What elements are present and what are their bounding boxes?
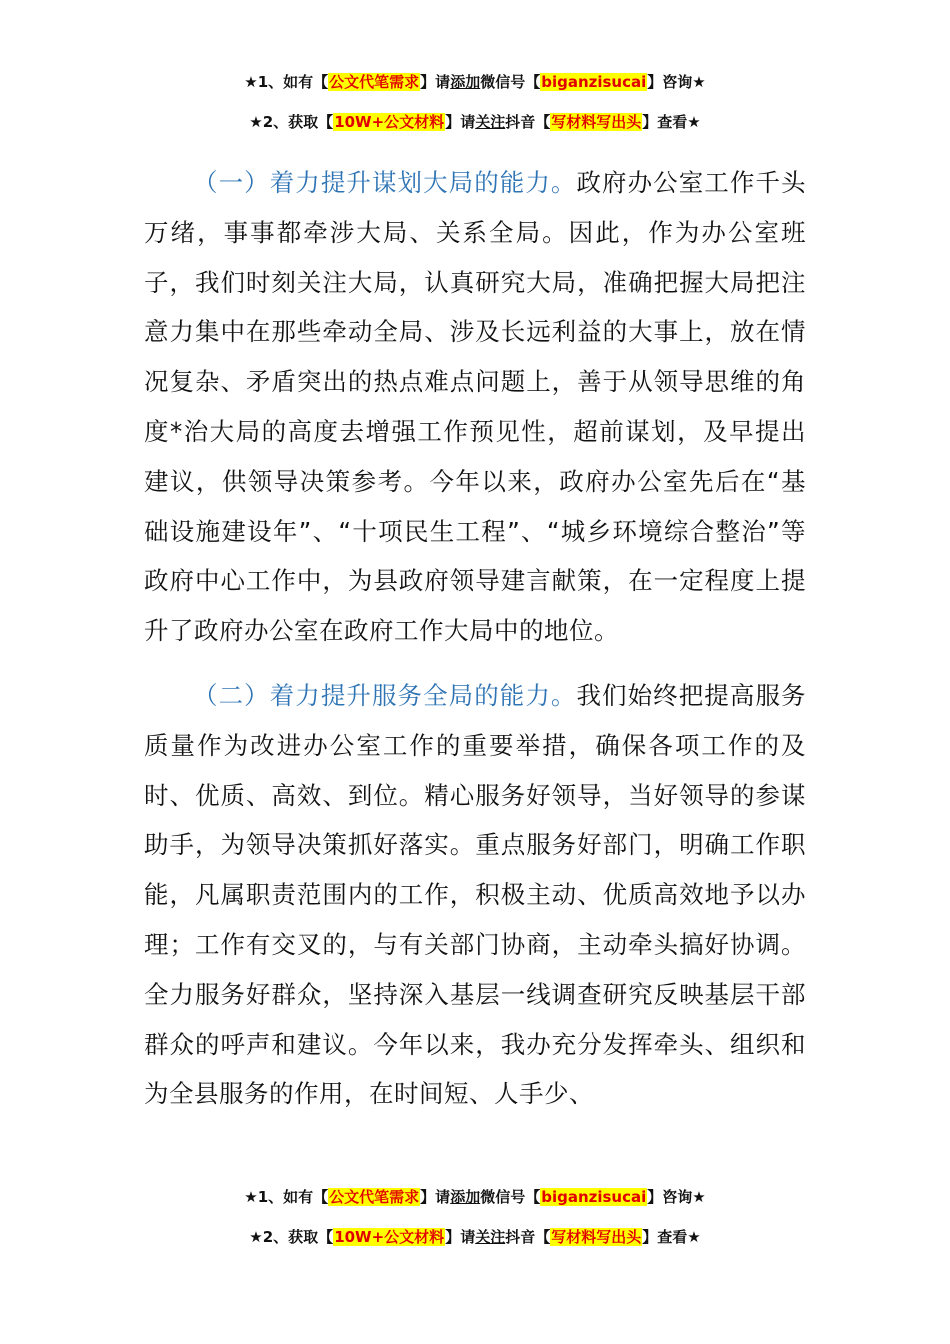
paragraph-heading: （二）着力提升服务全局的能力。	[193, 680, 577, 710]
paragraph-2	[144, 671, 806, 1119]
highlight-service: 公文代笔需求	[329, 73, 420, 91]
banner-text: 】查看★	[642, 113, 701, 131]
banner-text: 】请	[445, 113, 476, 131]
banner-line-2	[0, 102, 950, 142]
paragraph-1	[144, 158, 806, 656]
banner-text: 微信号【	[480, 73, 541, 91]
banner-line-2	[0, 1217, 950, 1257]
underlined-text: 添加	[450, 73, 481, 91]
underlined-text: 关注	[475, 113, 506, 131]
banner-text: 】咨询★	[647, 1188, 706, 1206]
highlight-materials: 10W+公文材料	[334, 1228, 445, 1246]
banner-text: 抖音【	[505, 113, 551, 131]
paragraph-text: 政府办公室工作千头万绪，事事都牵涉大局、关系全局。因此，作为办公室班子，我们时刻关注大局，认真研究大局，准确把握大局把注意力集中在那些牵动全局、涉及长远利益的大事上，放在情况复杂、矛盾突出的热点难点问题上，善于从领导思维的角度*治大局的高度去增强工作预见性，超前谋划，及早提出建议，供领导决策参考。今年以来，政府办公室先后在“基础设施建设年”、“十项民生工程”、“城乡环境综合整治”等政府中心工作中，为县政府领导建言献策，在一定程度上提升了政府办公室在政府工作大局中的地位。	[144, 168, 807, 646]
banner-text: 1、如有【	[257, 73, 329, 91]
banner-text: 1、如有【	[257, 1188, 329, 1206]
banner-text: 微信号【	[480, 1188, 541, 1206]
banner-text: 2、获取【	[262, 1228, 334, 1246]
highlight-wechat-id: biganzisucai	[541, 1188, 647, 1206]
header-banner	[0, 62, 950, 142]
highlight-service: 公文代笔需求	[329, 1188, 420, 1206]
paragraph-heading: （一）着力提升谋划大局的能力。	[193, 168, 577, 197]
banner-text: 】查看★	[642, 1228, 701, 1246]
footer-banner	[0, 1177, 950, 1257]
banner-text: 抖音【	[505, 1228, 551, 1246]
highlight-douyin: 写材料写出头	[551, 1228, 642, 1246]
star-icon: ★	[244, 73, 258, 91]
highlight-wechat-id: biganzisucai	[541, 73, 647, 91]
highlight-materials: 10W+公文材料	[334, 113, 445, 131]
highlight-douyin: 写材料写出头	[551, 113, 642, 131]
banner-text: 2、获取【	[262, 113, 334, 131]
banner-text: 】咨询★	[647, 73, 706, 91]
star-icon: ★	[249, 113, 263, 131]
banner-line-1	[0, 62, 950, 102]
underlined-text: 关注	[475, 1228, 506, 1246]
banner-text: 】请	[420, 1188, 451, 1206]
underlined-text: 添加	[450, 1188, 481, 1206]
star-icon: ★	[249, 1228, 263, 1246]
document-body	[144, 158, 806, 1119]
star-icon: ★	[244, 1188, 258, 1206]
banner-text: 】请	[445, 1228, 476, 1246]
banner-text: 】请	[420, 73, 451, 91]
paragraph-text: 我们始终把提高服务质量作为改进办公室工作的重要举措，确保各项工作的及时、优质、高效、到位。精心服务好领导，当好领导的参谋助手，为领导决策抓好落实。重点服务好部门，明确工作职能，凡属职责范围内的工作，积极主动、优质高效地予以办理；工作有交叉的，与有关部门协商，主动牵头搞好协调。全力服务好群众，坚持深入基层一线调查研究反映基层干部群众的呼声和建议。今年以来，我办充分发挥牵头、组织和为全县服务的作用，在时间短、人手少、	[144, 680, 807, 1109]
banner-line-1	[0, 1177, 950, 1217]
